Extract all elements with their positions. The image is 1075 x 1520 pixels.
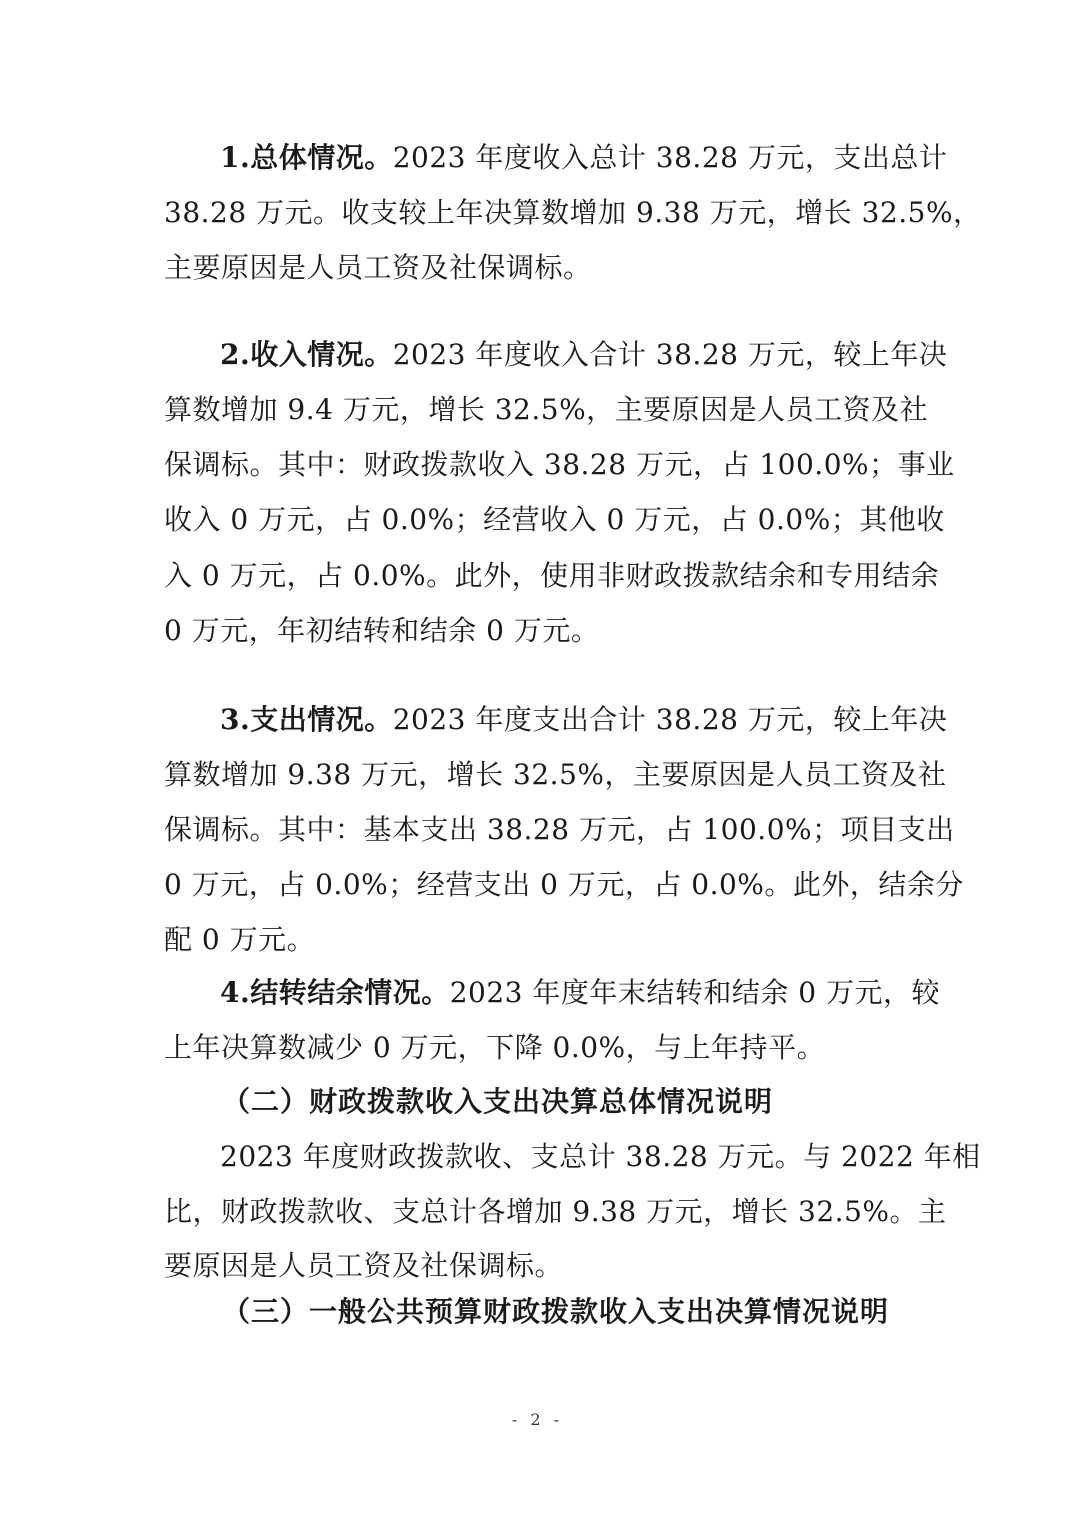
section-1-heading: 1.总体情况。: [220, 141, 393, 174]
section-4-line-2: 上年决算数减少 0 万元，下降 0.0%，与上年持平。: [164, 1031, 826, 1064]
page-number: - 2 -: [511, 1410, 564, 1429]
subsection-2-line-1: 2023 年度财政拨款收、支总计 38.28 万元。与 2022 年相: [220, 1140, 981, 1173]
section-3-line-3: 保调标。其中：基本支出 38.28 万元，占 100.0%；项目支出: [164, 813, 955, 846]
section-3-line-5: 配 0 万元。: [164, 923, 316, 956]
section-2-line-4: 收入 0 万元，占 0.0%；经营收入 0 万元，占 0.0%；其他收: [164, 503, 945, 536]
section-1-line-3: 主要原因是人员工资及社保调标。: [164, 251, 592, 284]
section-3-line-4: 0 万元，占 0.0%；经营支出 0 万元，占 0.0%。此外，结余分: [164, 868, 964, 901]
subsection-2-title: （二）财政拨款收入支出决算总体情况说明: [222, 1085, 774, 1118]
section-2-line-2: 算数增加 9.4 万元，增长 32.5%，主要原因是人员工资及社: [164, 393, 929, 426]
section-2-heading: 2.收入情况。: [220, 338, 393, 371]
section-3-line-1: [220, 700, 948, 740]
section-2-line-3: 保调标。其中：财政拨款收入 38.28 万元，占 100.0%；事业: [164, 448, 955, 481]
section-3-heading: 3.支出情况。: [220, 703, 393, 736]
section-1-line-2: 38.28 万元。收支较上年决算数增加 9.38 万元，增长 32.5%，: [164, 196, 982, 229]
section-1-text-1: 2023 年度收入总计 38.28 万元，支出总计: [392, 141, 948, 174]
section-3-text-1: 2023 年度支出合计 38.28 万元，较上年决: [392, 703, 948, 736]
section-1-line-1: [220, 138, 948, 178]
section-2-line-6: 0 万元，年初结转和结余 0 万元。: [164, 614, 600, 647]
subsection-2-line-3: 要原因是人员工资及社保调标。: [164, 1249, 564, 1282]
subsection-3-title: （三）一般公共预算财政拨款收入支出决算情况说明: [222, 1295, 890, 1328]
section-4-line-1: [220, 973, 941, 1013]
section-3-line-2: 算数增加 9.38 万元，增长 32.5%，主要原因是人员工资及社: [164, 758, 947, 791]
section-4-heading: 4.结转结余情况。: [220, 976, 450, 1009]
section-2-line-1: [220, 335, 948, 375]
subsection-2-line-2: 比，财政拨款收、支总计各增加 9.38 万元，增长 32.5%。主: [164, 1195, 947, 1228]
section-2-line-5: 入 0 万元，占 0.0%。此外，使用非财政拨款结余和专用结余: [164, 559, 940, 592]
section-4-text-1: 2023 年度年末结转和结余 0 万元，较: [449, 976, 941, 1009]
section-2-text-1: 2023 年度收入合计 38.28 万元，较上年决: [392, 338, 948, 371]
